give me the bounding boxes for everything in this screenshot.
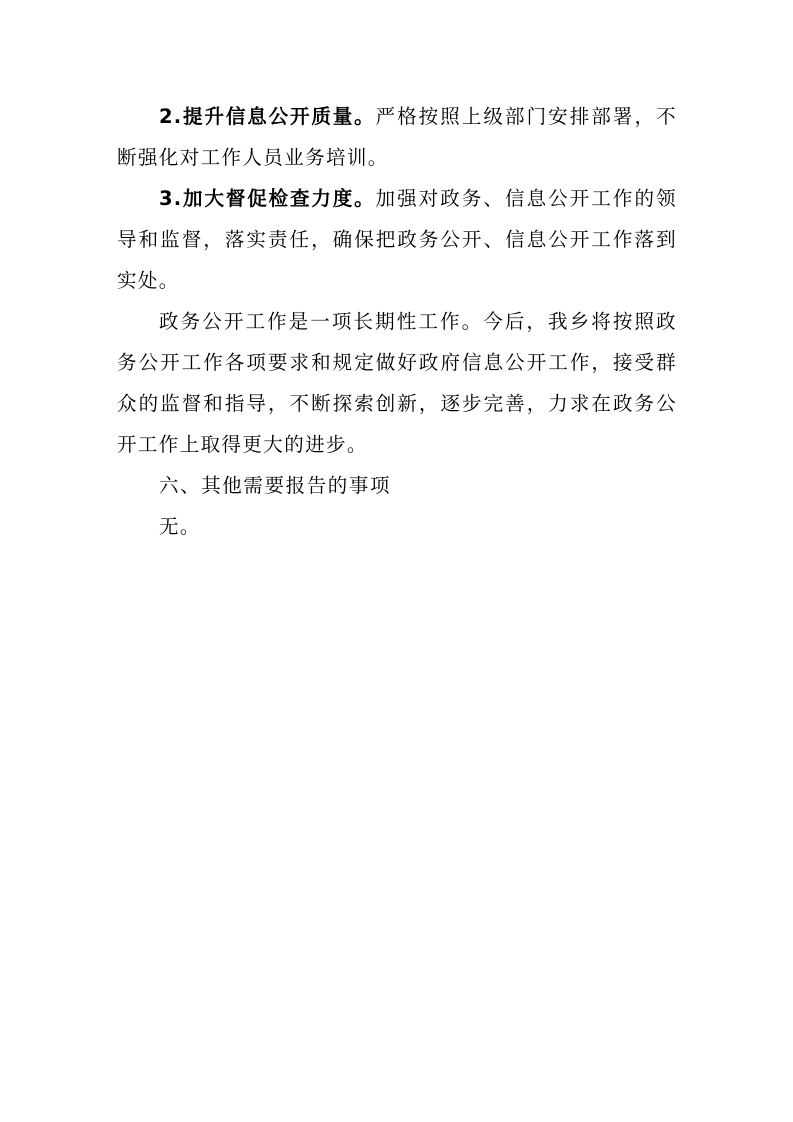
document-page	[117, 96, 677, 547]
summary-paragraph: 政务公开工作是一项长期性工作。今后，我乡将按照政务公开工作各项要求和规定做好政府信息公开工作，接受群众的监督和指导，不断探索创新，逐步完善，力求在政务公开工作上取得更大的进步。	[117, 310, 677, 456]
item-3-lead: 3.加大督促检查力度。	[159, 187, 376, 210]
section-body: 无。	[159, 515, 201, 538]
section-heading: 六、其他需要报告的事项	[159, 474, 392, 497]
paragraph-item-2	[117, 96, 677, 178]
item-2-body: 严格按照上级部门安排部署，不断强化对工作人员业务培训。	[117, 105, 677, 169]
item-3-body: 加强对政务、信息公开工作的领导和监督，落实责任，确保把政务公开、信息公开工作落到实处。	[117, 187, 677, 292]
paragraph-item-3	[117, 178, 677, 301]
item-2-lead: 2.提升信息公开质量。	[159, 105, 376, 128]
